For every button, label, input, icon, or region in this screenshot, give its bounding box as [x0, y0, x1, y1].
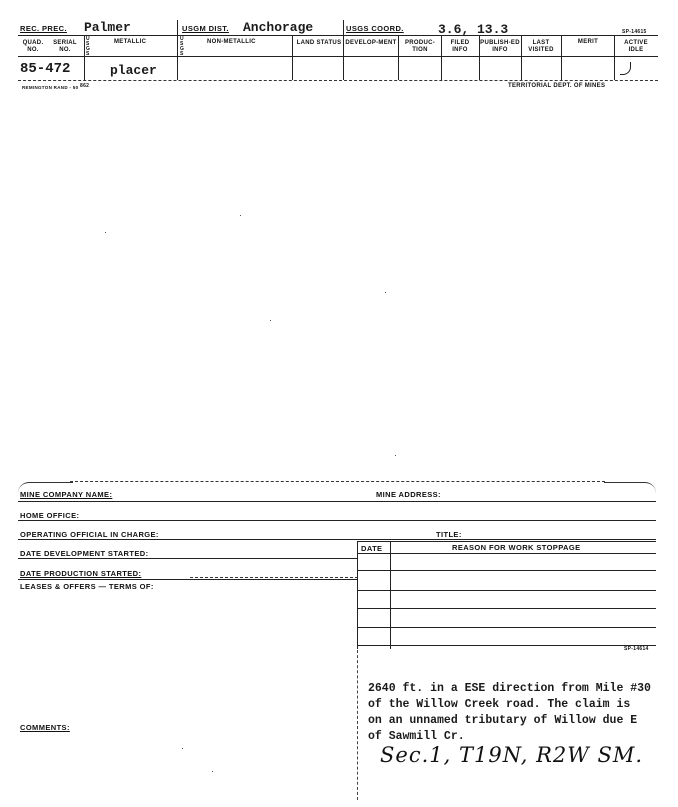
stoppage-row-rule: [357, 645, 656, 646]
stoppage-left-border: [357, 541, 358, 649]
col-active-idle: ACTIVE IDLE: [624, 40, 648, 53]
home-office-rule: [18, 520, 656, 521]
official-rule-double: [357, 541, 656, 542]
form-code-top: SP-14615: [622, 29, 647, 35]
col-metallic: METALLIC: [114, 39, 147, 45]
mine-company-name-label: MINE COMPANY NAME:: [20, 490, 113, 499]
speck: [212, 771, 213, 772]
home-office-label: HOME OFFICE:: [20, 511, 80, 520]
stoppage-row-rule: [357, 627, 656, 628]
usgs-coord-label: USGS COORD.: [346, 24, 404, 33]
col-divider: [343, 20, 344, 80]
col-usgs-1: U S G S: [86, 36, 91, 57]
col-divider: [177, 20, 178, 80]
col-serial-no: SERIAL NO.: [53, 40, 77, 53]
metallic-value: placer: [110, 63, 157, 78]
speck: [182, 748, 183, 749]
comment-line-2: of the Willow Creek road. The claim is: [368, 698, 631, 711]
col-merit: MERIT: [577, 39, 599, 45]
lower-top-curve-right: [604, 482, 656, 493]
col-non-metallic: NON-METALLIC: [207, 39, 256, 45]
usgs-coord-value: 3.6, 13.3: [438, 22, 509, 37]
col-divider: [398, 36, 399, 80]
stoppage-row-rule: [357, 608, 656, 609]
usgm-dist-label: USGM DIST.: [182, 24, 229, 33]
comment-line-3: on an unnamed tributary of Willow due E: [368, 714, 638, 727]
col-divider: [84, 36, 85, 80]
header-rule: [18, 35, 658, 36]
col-divider: [561, 36, 562, 80]
col-divider: [292, 36, 293, 80]
rec-prec-label: REC. PREC.: [20, 24, 67, 33]
lower-top-dash: [70, 481, 605, 482]
company-rule: [18, 501, 656, 502]
col-divider: [479, 36, 480, 80]
column-header-rule: [18, 56, 658, 57]
col-quad-no: QUAD. NO.: [22, 40, 44, 53]
speck: [105, 232, 106, 233]
speck: [270, 320, 271, 321]
speck: [385, 292, 386, 293]
speck: [240, 215, 241, 216]
printer-code: 862: [80, 83, 90, 89]
speck: [395, 455, 396, 456]
col-usgs-2: U S G S: [180, 36, 185, 57]
comments-label: COMMENTS:: [20, 723, 70, 732]
stoppage-header-rule: [357, 553, 656, 554]
col-divider: [441, 36, 442, 80]
col-published-info: PUBLISH-ED INFO: [480, 40, 520, 53]
col-development: DEVELOP-MENT: [345, 40, 397, 46]
form-code-bottom: SP-14614: [624, 646, 649, 652]
active-idle-value: [634, 62, 642, 71]
operating-official-label: OPERATING OFFICIAL IN CHARGE:: [20, 530, 159, 539]
handwritten-location: Sec.1, T19N, R2W SM.: [380, 743, 644, 767]
record-bottom-rule: [18, 80, 658, 81]
date-prod-started-label: DATE PRODUCTION STARTED:: [20, 569, 142, 578]
comment-divider: [357, 650, 358, 800]
col-last-visited: LAST VISITED: [528, 40, 554, 53]
title-label: TITLE:: [436, 530, 462, 539]
col-filed-info: FILED INFO: [450, 40, 470, 53]
active-idle-mark: [620, 62, 631, 75]
dept-label: TERRITORIAL DEPT. OF MINES: [508, 83, 606, 89]
quad-serial-value: 85-472: [20, 61, 71, 77]
comment-line-4: of Sawmill Cr.: [368, 730, 465, 743]
official-rule: [18, 539, 656, 540]
comment-line-1: 2640 ft. in a ESE direction from Mile #30: [368, 682, 651, 695]
printer-label: REMINGTON RAND - 50: [22, 85, 79, 90]
rec-prec-value: Palmer: [84, 20, 131, 35]
dev-started-rule: [18, 558, 358, 559]
reason-col-header: REASON FOR WORK STOPPAGE: [452, 543, 581, 552]
col-production: PRODUC-TION: [404, 40, 436, 53]
leases-offers-label: LEASES & OFFERS — TERMS OF:: [20, 582, 154, 591]
mine-address-label: MINE ADDRESS:: [376, 490, 441, 499]
col-land-status: LAND STATUS: [296, 40, 342, 46]
prod-started-dash: [190, 577, 358, 578]
col-divider: [521, 36, 522, 80]
date-dev-started-label: DATE DEVELOPMENT STARTED:: [20, 549, 149, 558]
stoppage-row-rule: [357, 570, 656, 571]
usgm-dist-value: Anchorage: [243, 20, 314, 35]
col-divider: [614, 36, 615, 80]
stoppage-date-divider: [390, 541, 391, 649]
prod-started-rule: [18, 579, 358, 580]
date-col-header: DATE: [361, 544, 383, 553]
stoppage-row-rule: [357, 590, 656, 591]
